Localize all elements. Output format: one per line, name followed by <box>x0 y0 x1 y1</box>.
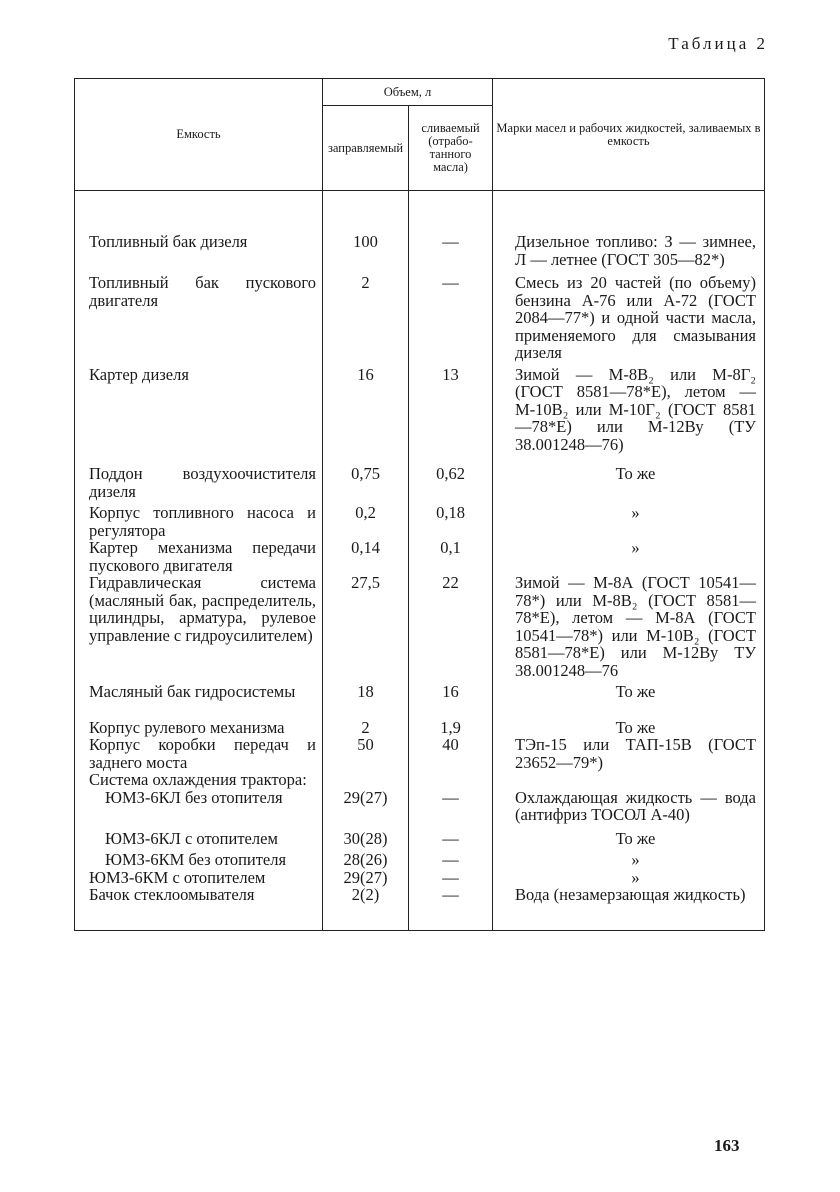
table-spacer-row <box>75 191 765 234</box>
table-row <box>75 233 765 274</box>
drain-volume-cell: 0,18 <box>409 504 493 539</box>
fluid-marks-cell: ТЭп-15 или ТАП-15В (ГОСТ 23652—79*) <box>493 736 765 771</box>
table-row <box>75 830 765 852</box>
table-body <box>75 191 765 931</box>
capacity-name-cell: Поддон воздухоочистителя дизеля <box>75 465 323 504</box>
capacity-name-cell: Топливный бак дизеля <box>75 233 323 274</box>
fluid-marks-cell: » <box>493 851 765 869</box>
capacity-name-cell: ЮМЗ-6КМ без отопителя <box>75 851 323 869</box>
fill-volume-cell: 29(27) <box>323 869 409 887</box>
header-marks: Марки масел и рабочих жидкостей, заливаемых в емкость <box>493 79 765 191</box>
table-row <box>75 539 765 574</box>
fill-volume-cell <box>323 771 409 789</box>
drain-volume-cell: — <box>409 830 493 852</box>
fluid-marks-cell: Дизельное топливо: З — зимнее, Л — летнее (ГОСТ 305—82*) <box>493 233 765 274</box>
drain-volume-cell: — <box>409 233 493 274</box>
drain-volume-cell: 16 <box>409 683 493 719</box>
drain-volume-cell: 40 <box>409 736 493 771</box>
table-row <box>75 851 765 869</box>
fluid-capacity-table <box>74 78 765 931</box>
table-row <box>75 574 765 683</box>
fill-volume-cell: 2 <box>323 274 409 366</box>
table-row <box>75 736 765 771</box>
table-row <box>75 789 765 830</box>
capacity-name-cell: Корпус рулевого механизма <box>75 719 323 737</box>
capacity-name-cell: Картер дизеля <box>75 366 323 466</box>
fill-volume-cell: 18 <box>323 683 409 719</box>
fluid-marks-cell: Зимой — М-8В₂ или М-8Г₂ (ГОСТ 8581—78*Е), летом — М-10В₂ или М-10Г₂ (ГОСТ 8581—78*Е) или М-12Ву (ТУ 38.001248—76) <box>493 366 765 466</box>
fluid-marks-cell: Охлаждающая жидкость — вода (антифриз ТОСОЛ А-40) <box>493 789 765 830</box>
fluid-marks-cell: Смесь из 20 частей (по объему) бензина А-76 или А-72 (ГОСТ 2084—77*) и одной части масла, применяемого для смазывания дизеля <box>493 274 765 366</box>
fill-volume-cell: 27,5 <box>323 574 409 683</box>
drain-volume-cell: 22 <box>409 574 493 683</box>
capacity-name-cell: Гидравлическая система (масляный бак, распределитель, цилиндры, арматура, рулевое управление с гидроусилителем) <box>75 574 323 683</box>
drain-volume-cell: — <box>409 274 493 366</box>
fluid-marks-cell: » <box>493 504 765 539</box>
fill-volume-cell: 0,14 <box>323 539 409 574</box>
table-row <box>75 886 765 904</box>
capacity-name-cell: ЮМЗ-6КЛ с отопителем <box>75 830 323 852</box>
fill-volume-cell: 0,2 <box>323 504 409 539</box>
drain-volume-cell: 1,9 <box>409 719 493 737</box>
fluid-marks-cell: То же <box>493 830 765 852</box>
capacity-name-cell: ЮМЗ-6КЛ без отопителя <box>75 789 323 830</box>
fluid-marks-cell: То же <box>493 683 765 719</box>
fluid-marks-cell: Зимой — М-8А (ГОСТ 10541—78*) или М-8В₂ (ГОСТ 8581—78*Е), летом — М-8А (ГОСТ 10541—78*) или М-10В₂ (ГОСТ 8581—78*Е) или М-12Ву ТУ 38.001248—76 <box>493 574 765 683</box>
fill-volume-cell: 2(2) <box>323 886 409 904</box>
table-row <box>75 274 765 366</box>
fluid-marks-cell: То же <box>493 719 765 737</box>
header-volume: Объем, л <box>323 79 493 106</box>
header-fill: заправляемый <box>323 106 409 191</box>
drain-volume-cell: 13 <box>409 366 493 466</box>
drain-volume-cell: — <box>409 886 493 904</box>
table-row <box>75 504 765 539</box>
fluid-marks-cell: Вода (незамерзающая жидкость) <box>493 886 765 904</box>
page-number: 163 <box>714 1136 740 1155</box>
table-row <box>75 719 765 737</box>
fill-volume-cell: 30(28) <box>323 830 409 852</box>
fill-volume-cell: 100 <box>323 233 409 274</box>
drain-volume-cell: 0,1 <box>409 539 493 574</box>
fill-volume-cell: 0,75 <box>323 465 409 504</box>
fluid-marks-cell: » <box>493 869 765 887</box>
capacity-name-cell: Бачок стеклоомывателя <box>75 886 323 904</box>
table-row <box>75 869 765 887</box>
fill-volume-cell: 50 <box>323 736 409 771</box>
table-row <box>75 771 765 789</box>
capacity-name-cell: Корпус коробки передач и заднего моста <box>75 736 323 771</box>
capacity-name-cell: ЮМЗ-6КМ с отопителем <box>75 869 323 887</box>
capacity-name-cell: Картер механизма передачи пускового двигателя <box>75 539 323 574</box>
capacity-name-cell: Корпус топливного насоса и регулятора <box>75 504 323 539</box>
drain-volume-cell: — <box>409 789 493 830</box>
fill-volume-cell: 28(26) <box>323 851 409 869</box>
fill-volume-cell: 2 <box>323 719 409 737</box>
capacity-name-cell: Топливный бак пускового двигателя <box>75 274 323 366</box>
fluid-marks-cell: » <box>493 539 765 574</box>
header-drain: сливаемый (отработанного масла) <box>409 106 493 191</box>
drain-volume-cell: 0,62 <box>409 465 493 504</box>
table-row <box>75 366 765 466</box>
header-capacity: Емкость <box>75 79 323 191</box>
drain-volume-cell <box>409 771 493 789</box>
fluid-marks-cell <box>493 771 765 789</box>
table-row <box>75 683 765 719</box>
fill-volume-cell: 29(27) <box>323 789 409 830</box>
fill-volume-cell: 16 <box>323 366 409 466</box>
capacity-name-cell: Система охлаждения трактора: <box>75 771 323 789</box>
fluid-marks-cell: То же <box>493 465 765 504</box>
table-row <box>75 465 765 504</box>
drain-volume-cell: — <box>409 851 493 869</box>
table-caption: Таблица 2 <box>668 34 768 53</box>
table-bottom-row <box>75 904 765 931</box>
capacity-name-cell: Масляный бак гидросистемы <box>75 683 323 719</box>
drain-volume-cell: — <box>409 869 493 887</box>
